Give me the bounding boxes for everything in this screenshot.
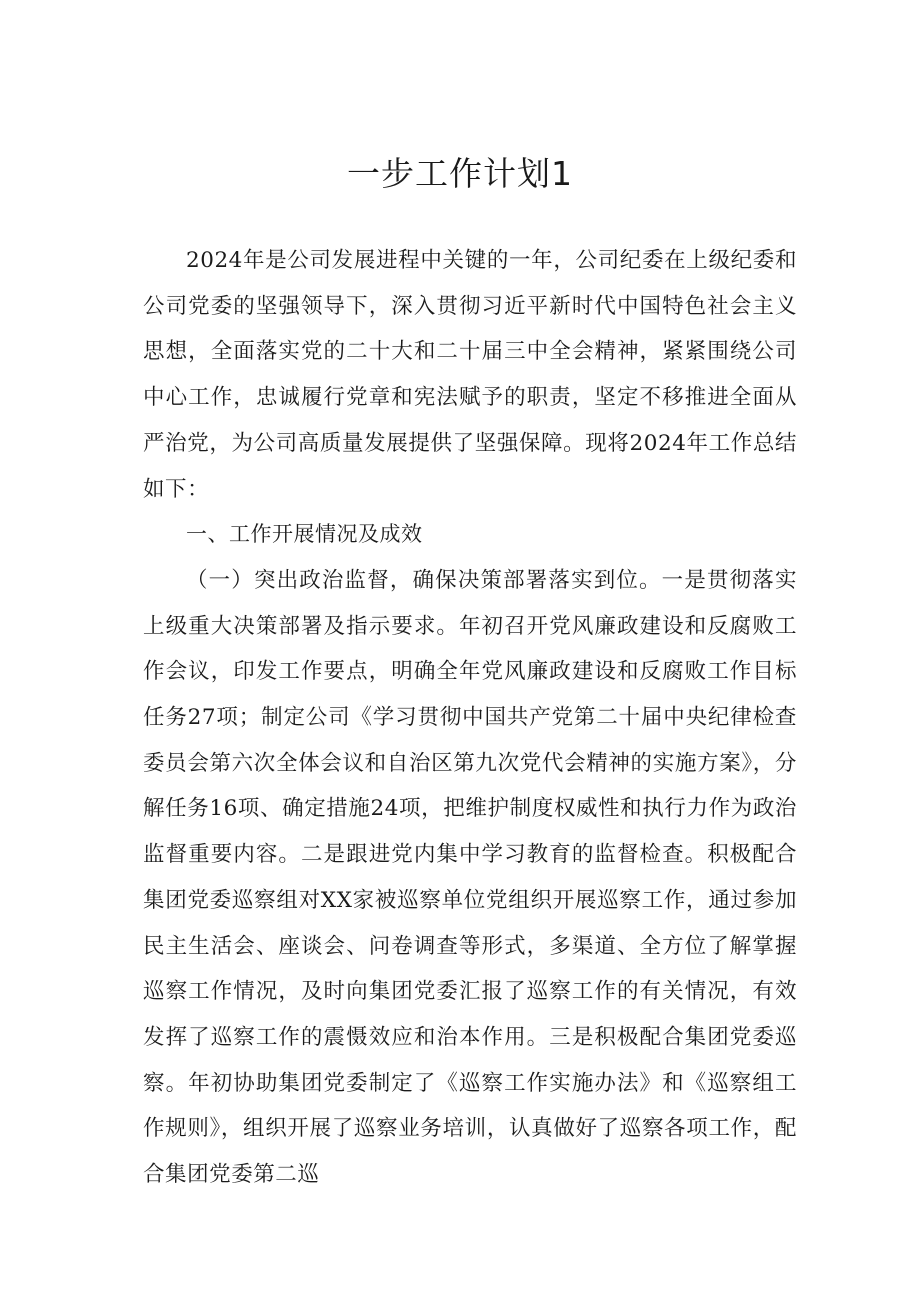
document-body: [143, 238, 797, 1198]
section-heading: 一、工作开展情况及成效: [186, 522, 423, 547]
section-paragraph: （一）突出政治监督，确保决策部署落实到位。一是贯彻落实上级重大决策部署及指示要求。年初召开党风廉政建设和反腐败工作会议，印发工作要点，明确全年党风廉政建设和反腐败工作目标任务27项；制定公司《学习贯彻中国共产党第二十届中央纪律检查委员会第六次全体会议和自治区第九次党代会精神的实施方案》，分解任务16项、确定措施24项，把维护制度权威性和执行力作为政治监督重要内容。二是跟进党内集中学习教育的监督检查。积极配合集团党委巡察组对XX家被巡察单位党组织开展巡察工作，通过参加民主生活会、座谈会、问卷调查等形式，多渠道、全方位了解掌握巡察工作情况，及时向集团党委汇报了巡察工作的有关情况，有效发挥了巡察工作的震慑效应和治本作用。三是积极配合集团党委巡察。年初协助集团党委制定了《巡察工作实施办法》和《巡察组工作规则》，组织开展了巡察业务培训，认真做好了巡察各项工作，配合集团党委第二巡: [143, 567, 797, 1188]
document-title: 一步工作计划1: [347, 154, 573, 193]
intro-paragraph: 2024年是公司发展进程中关键的一年，公司纪委在上级纪委和公司党委的坚强领导下，深入贯彻习近平新时代中国特色社会主义思想，全面落实党的二十大和二十届三中全会精神，紧紧围绕公司中心工作，忠诚履行党章和宪法赋予的职责，坚定不移推进全面从严治党，为公司高质量发展提供了坚强保障。现将2024年工作总结如下：: [143, 248, 797, 502]
